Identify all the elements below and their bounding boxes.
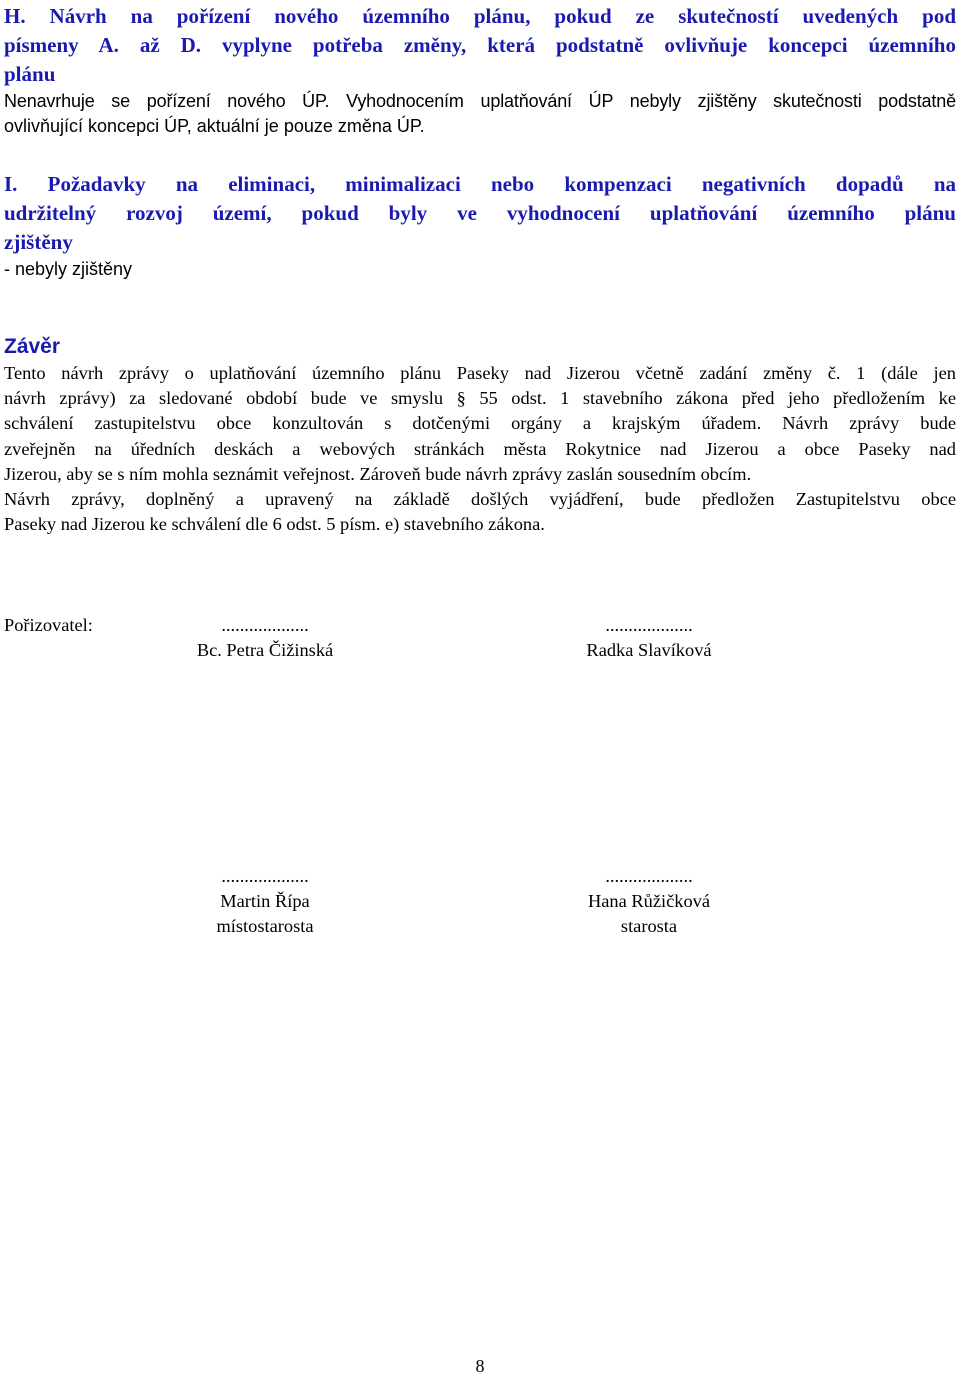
heading-line: plánu <box>4 62 56 86</box>
signature-block <box>165 613 365 663</box>
section-h-heading <box>4 2 956 89</box>
heading-line: zjištěny <box>4 230 73 254</box>
conclusion-paragraph-1 <box>4 361 956 487</box>
signature-dots: ................... <box>221 866 309 886</box>
conclusion-heading: Závěr <box>4 335 61 358</box>
heading-line: H. Návrh na pořízení nového územního plánu, pokud ze skutečností uvedených pod <box>4 4 956 28</box>
signature-block <box>549 864 749 939</box>
body-line: Nenavrhuje se pořízení nového ÚP. Vyhodnocením uplatňování ÚP nebyly zjištěny skutečnosti podstatně <box>4 91 956 111</box>
signatory-name: Radka Slavíková <box>586 640 712 660</box>
conclusion-section <box>4 333 956 537</box>
body-line: Tento návrh zprávy o uplatňování územního plánu Paseky nad Jizerou včetně zadání změny č. 1 (dále jen <box>4 363 956 383</box>
body-line: schválení zastupitelstvu obce konzultován s dotčenými orgány a krajským úřadem. Návrh zprávy bude <box>4 413 956 434</box>
body-line: Paseky nad Jizerou ke schválení dle 6 odst. 5 písm. e) stavebního zákona. <box>4 514 545 535</box>
signatory-label: Pořizovatel: <box>4 615 93 635</box>
section-i-body: - nebyly zjištěny <box>4 259 133 279</box>
section-i-heading <box>4 170 956 257</box>
body-line: ovlivňující koncepci ÚP, aktuální je pouze změna ÚP. <box>4 116 425 136</box>
conclusion-paragraph-2 <box>4 487 956 537</box>
page-number: 8 <box>475 1356 485 1376</box>
signatory-name: Martin Řípa <box>220 891 310 911</box>
heading-line: písmeny A. až D. vyplyne potřeba změny, která podstatně ovlivňuje koncepci územního <box>4 33 956 57</box>
heading-line: I. Požadavky na eliminaci, minimalizaci nebo kompenzaci negativních dopadů na <box>4 172 956 196</box>
signatory-name: Hana Růžičková <box>587 891 711 911</box>
signatory-role: starosta <box>620 916 678 936</box>
signature-dots: ................... <box>221 615 309 635</box>
body-line: Návrh zprávy, doplněný a upravený na základě došlých vyjádření, bude předložen Zastupitelstvu obce <box>4 489 956 510</box>
signatory-name: Bc. Petra Čižinská <box>196 640 334 660</box>
signature-dots: ................... <box>605 866 693 886</box>
section-h-body <box>4 89 956 139</box>
signature-block <box>165 864 365 939</box>
signatory-role: místostarosta <box>216 916 314 936</box>
signature-dots: ................... <box>605 615 693 635</box>
signature-block <box>549 613 749 663</box>
heading-line: udržitelný rozvoj území, pokud byly ve vyhodnocení uplatňování územního plánu <box>4 201 956 225</box>
body-line: návrh zprávy) za sledované období bude ve smyslu § 55 odst. 1 stavebního zákona před jeho předložením ke <box>4 388 956 409</box>
section-h <box>4 2 956 139</box>
body-line: Jizerou, aby se s ním mohla seznámit veřejnost. Zároveň bude návrh zprávy zaslán sousedním obcím. <box>4 463 752 484</box>
section-i <box>4 170 956 282</box>
body-line: zveřejněn na úředních deskách a webových stránkách města Rokytnice nad Jizerou a obce Paseky nad <box>4 438 956 459</box>
